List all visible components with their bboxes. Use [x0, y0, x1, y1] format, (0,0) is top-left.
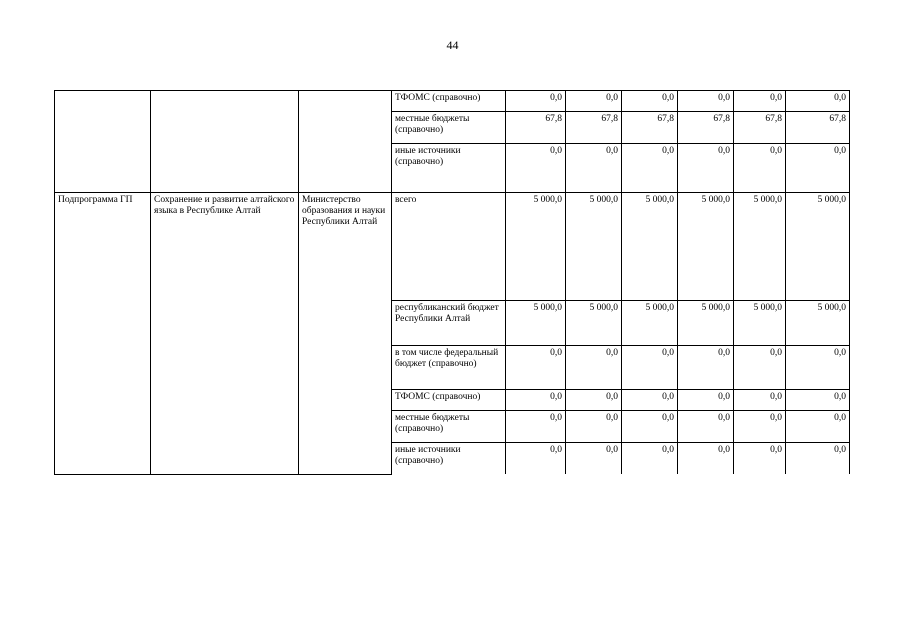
value-cell: 5 000,0 [622, 193, 678, 301]
value-cell: 0,0 [678, 411, 734, 443]
value-cell: 5 000,0 [566, 301, 622, 346]
value-cell: 0,0 [678, 91, 734, 112]
value-cell: 67,8 [566, 112, 622, 144]
value-cell: 0,0 [506, 390, 566, 411]
value-cell: 0,0 [622, 91, 678, 112]
continuation-cell-executor [299, 91, 392, 193]
value-cell: 0,0 [506, 346, 566, 390]
value-cell: 0,0 [786, 411, 850, 443]
value-cell: 5 000,0 [786, 301, 850, 346]
value-cell: 0,0 [566, 144, 622, 193]
value-cell: 67,8 [786, 112, 850, 144]
value-cell: 0,0 [678, 443, 734, 475]
value-cell: 0,0 [786, 91, 850, 112]
subprogram-executor: Министерство образования и науки Республики Алтай [299, 193, 392, 475]
value-cell: 67,8 [622, 112, 678, 144]
subprogram-name: Подпрограмма ГП [55, 193, 151, 475]
value-cell: 0,0 [566, 91, 622, 112]
value-cell: 5 000,0 [678, 301, 734, 346]
value-cell: 0,0 [622, 144, 678, 193]
value-cell: 0,0 [622, 346, 678, 390]
value-cell: 0,0 [622, 411, 678, 443]
source-label: местные бюджеты (справочно) [392, 112, 506, 144]
value-cell: 67,8 [678, 112, 734, 144]
page-number: 44 [446, 38, 459, 52]
source-label: ТФОМС (справочно) [392, 91, 506, 112]
value-cell: 0,0 [506, 411, 566, 443]
value-cell: 0,0 [734, 390, 786, 411]
value-cell: 5 000,0 [786, 193, 850, 301]
continuation-cell-title [151, 91, 299, 193]
value-cell: 0,0 [622, 390, 678, 411]
budget-table [54, 90, 850, 475]
value-cell: 0,0 [786, 144, 850, 193]
source-label: в том числе федеральный бюджет (справочно) [392, 346, 506, 390]
value-cell: 0,0 [678, 346, 734, 390]
value-cell: 5 000,0 [734, 193, 786, 301]
value-cell: 67,8 [506, 112, 566, 144]
source-label: республиканский бюджет Республики Алтай [392, 301, 506, 346]
value-cell: 5 000,0 [734, 301, 786, 346]
value-cell: 0,0 [678, 144, 734, 193]
source-label: иные источники (справочно) [392, 144, 506, 193]
value-cell: 0,0 [734, 443, 786, 475]
value-cell: 0,0 [506, 144, 566, 193]
source-label: местные бюджеты (справочно) [392, 411, 506, 443]
value-cell: 5 000,0 [506, 301, 566, 346]
table-row [55, 91, 850, 112]
source-label: иные источники (справочно) [392, 443, 506, 475]
source-label: всего [392, 193, 506, 301]
value-cell: 0,0 [506, 443, 566, 475]
value-cell: 0,0 [734, 411, 786, 443]
value-cell: 0,0 [786, 346, 850, 390]
value-cell: 5 000,0 [678, 193, 734, 301]
value-cell: 0,0 [622, 443, 678, 475]
subprogram-title: Сохранение и развитие алтайского языка в Республике Алтай [151, 193, 299, 475]
value-cell: 0,0 [734, 144, 786, 193]
value-cell: 5 000,0 [622, 301, 678, 346]
value-cell: 0,0 [786, 443, 850, 475]
value-cell: 0,0 [566, 346, 622, 390]
value-cell: 5 000,0 [506, 193, 566, 301]
value-cell: 0,0 [734, 91, 786, 112]
value-cell: 0,0 [566, 390, 622, 411]
value-cell: 0,0 [566, 411, 622, 443]
value-cell: 0,0 [786, 390, 850, 411]
value-cell: 0,0 [678, 390, 734, 411]
source-label: ТФОМС (справочно) [392, 390, 506, 411]
value-cell: 5 000,0 [566, 193, 622, 301]
value-cell: 67,8 [734, 112, 786, 144]
value-cell: 0,0 [506, 91, 566, 112]
table-row [55, 193, 850, 301]
value-cell: 0,0 [566, 443, 622, 475]
value-cell: 0,0 [734, 346, 786, 390]
continuation-cell-name [55, 91, 151, 193]
